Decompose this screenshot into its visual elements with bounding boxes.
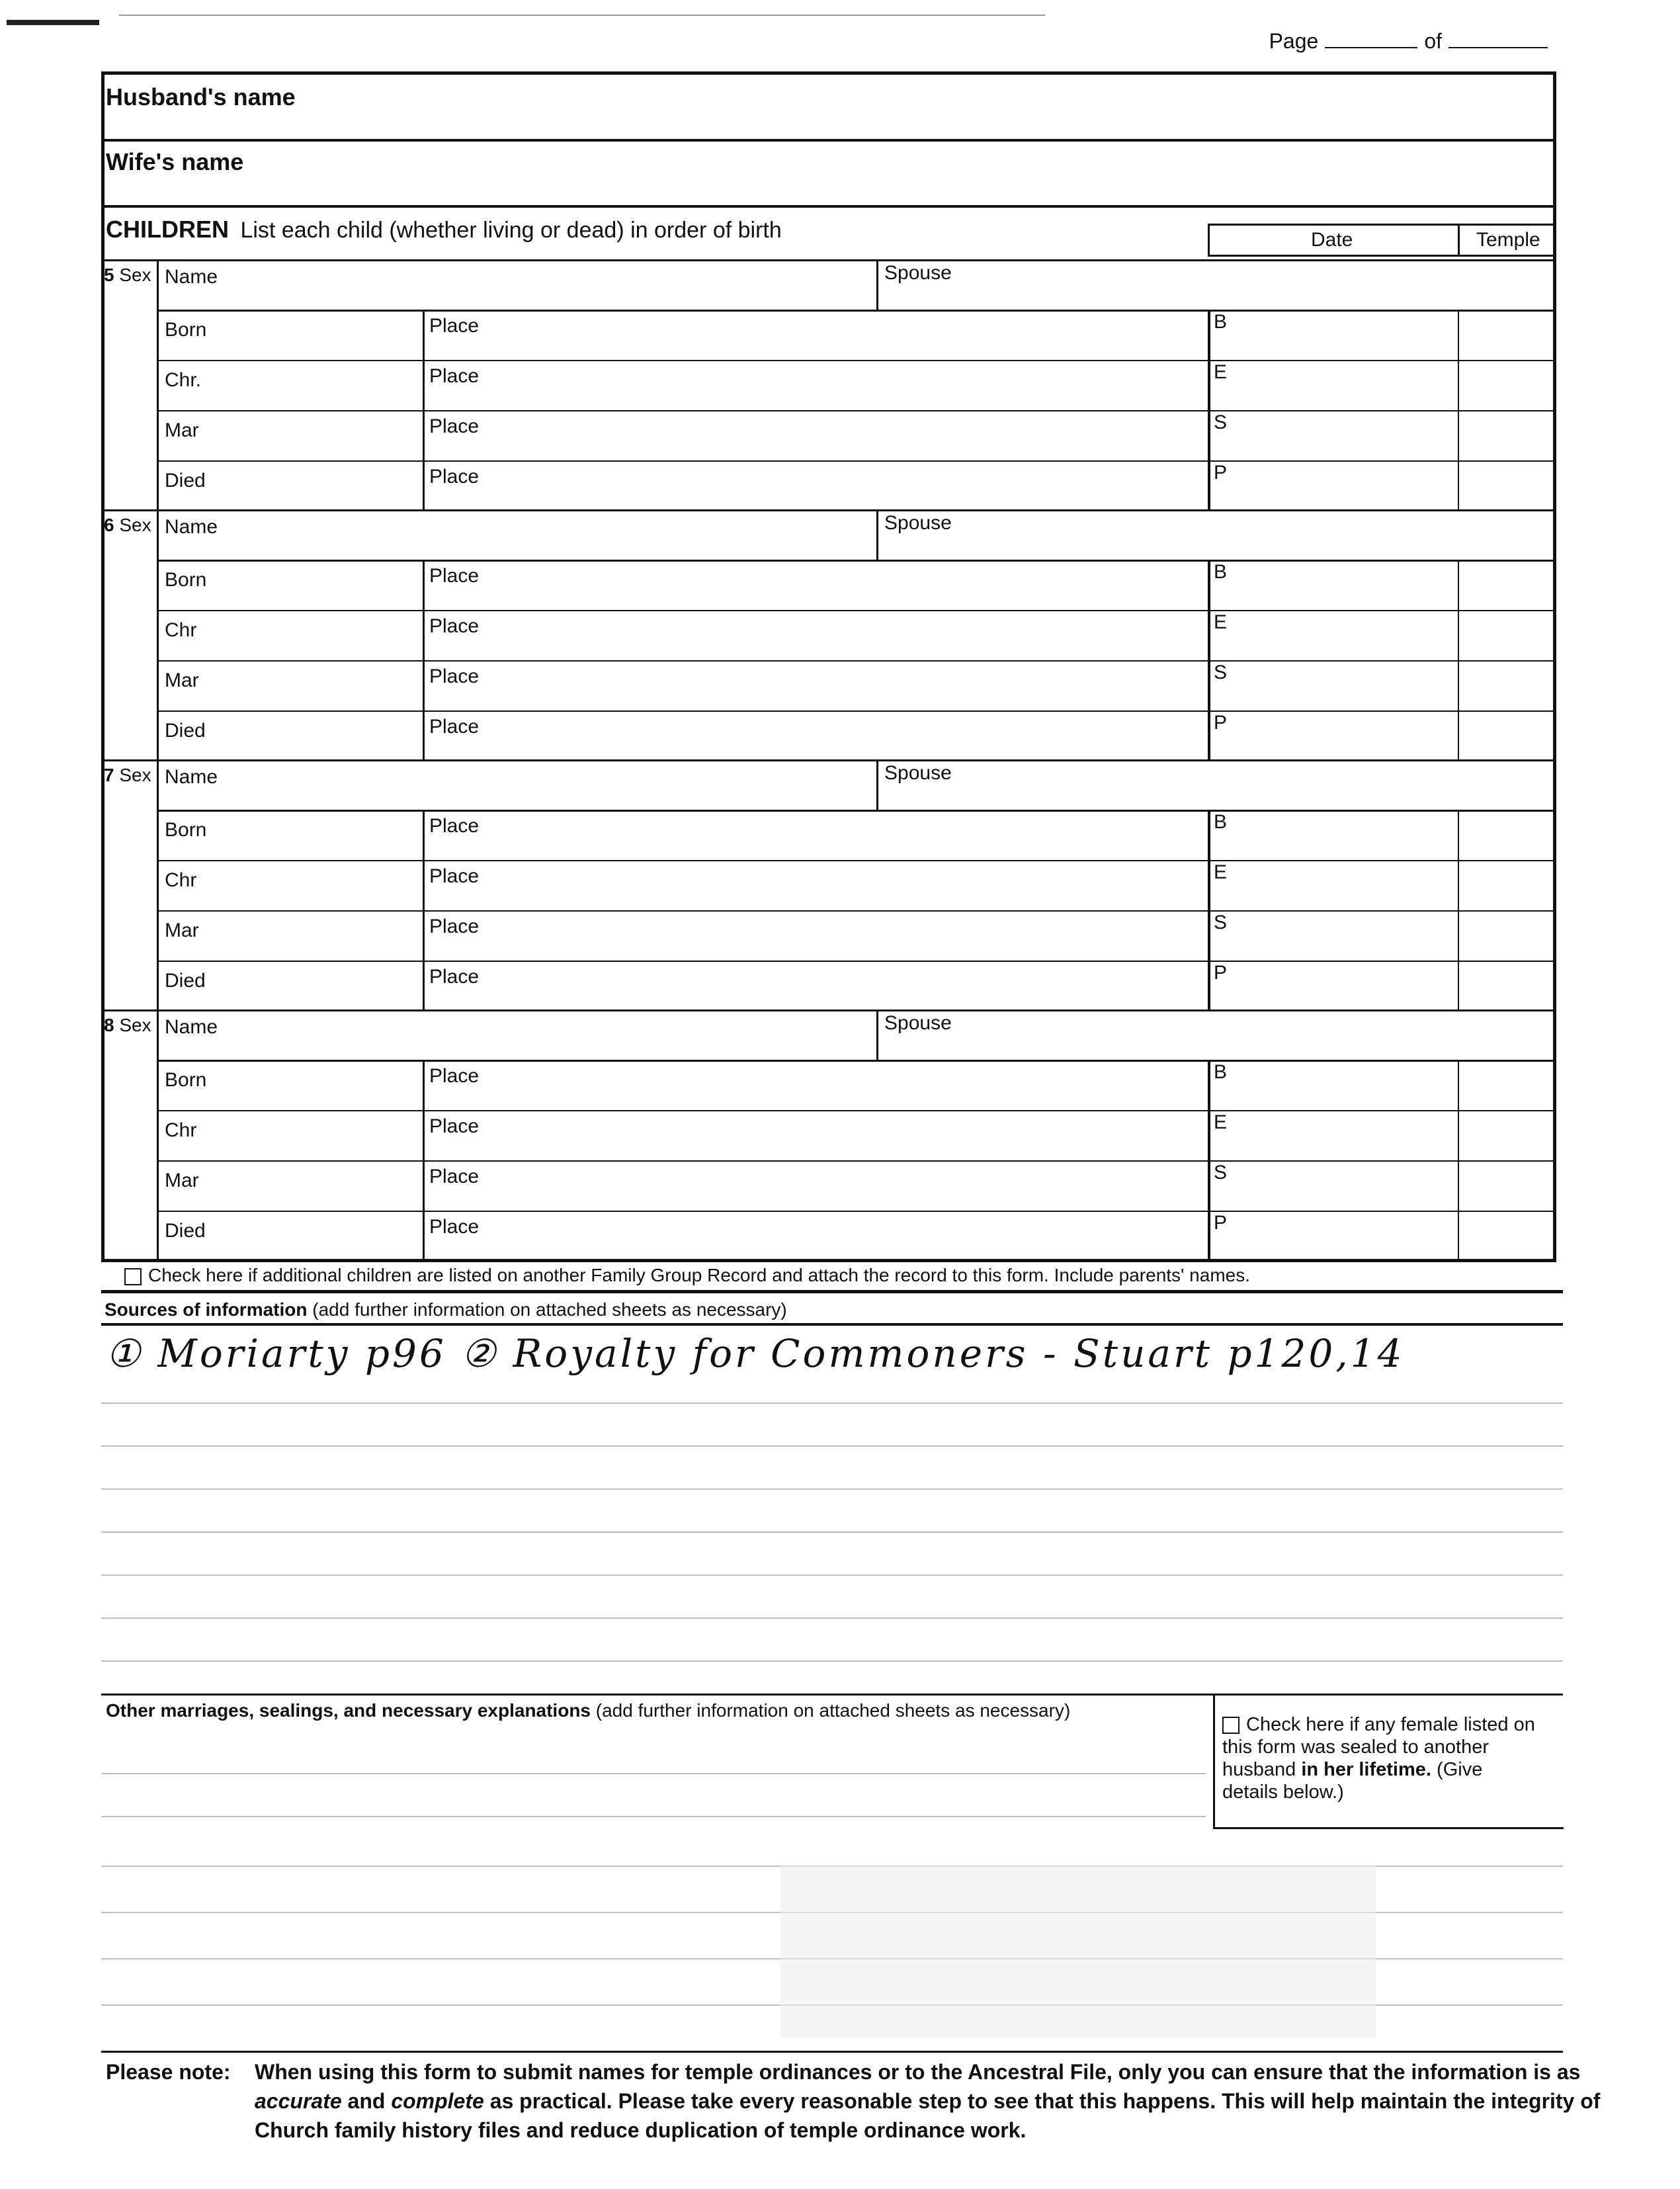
divider [101,2051,1563,2053]
divider [157,910,1556,912]
please-note-text: When using this form to submit names for temple ordinances or to the Ancestral File, only you can ensure that the information is as accurate and complete as practical. Please take every reasonable step to see that this happens. This will help maintain the integrity of Church family history files and reduce duplication of temple ordinance work. [255,2060,1601,2142]
divider [423,560,425,759]
child-number-sex: 8 Sex [104,1015,151,1035]
page-blank[interactable] [1325,47,1417,48]
place-label[interactable]: Place [429,1166,480,1187]
ruled-line [101,1574,1563,1576]
divider [423,810,425,1009]
ordinance-label: P [1214,1212,1228,1234]
divider [876,259,878,310]
child-spouse-label[interactable]: Spouse [884,1012,952,1034]
place-label[interactable]: Place [429,865,480,887]
additional-children-check[interactable]: Check here if additional children are listed on another Family Group Record and attach the record to this form. Include parents' names. [124,1265,1250,1286]
divider [1458,810,1459,1009]
divider [101,205,1556,208]
ordinance-label: P [1214,962,1228,984]
child-spouse-label[interactable]: Spouse [884,762,952,784]
of-blank[interactable] [1449,47,1548,48]
checkbox[interactable] [124,1268,142,1285]
ruled-line [101,1773,1206,1774]
child-record-8 [101,1009,1556,1260]
child-name-label[interactable]: Name [165,516,218,538]
ordinance-label: E [1214,361,1228,383]
ordinance-label: S [1214,662,1228,683]
place-label[interactable]: Place [429,615,480,637]
ruled-line [101,1617,1563,1619]
event-label-mar[interactable]: Mar [165,669,199,691]
event-label-died[interactable]: Died [165,470,206,492]
child-record-5 [101,259,1556,509]
ordinance-label: E [1214,861,1228,883]
child-spouse-label[interactable]: Spouse [884,512,952,534]
divider [157,1110,1556,1111]
husband-name-label: Husband's name [106,83,296,110]
place-label[interactable]: Place [429,1065,480,1087]
event-label-chr[interactable]: Chr. [165,369,202,391]
divider [1458,1060,1459,1260]
divider [423,310,425,509]
ruled-line [101,1445,1563,1447]
child-record-7 [101,759,1556,1009]
divider [157,610,1556,611]
event-label-born[interactable]: Born [165,569,207,591]
divider [1208,560,1210,759]
divider [1458,310,1459,509]
place-label[interactable]: Place [429,365,480,387]
child-record-6 [101,509,1556,759]
child-number-sex: 5 Sex [104,265,151,285]
event-label-mar[interactable]: Mar [165,419,199,441]
ordinance-label: B [1214,311,1228,333]
event-label-died[interactable]: Died [165,970,206,992]
sources-label: Sources of information (add further information on attached sheets as necessary) [105,1299,787,1320]
child-name-label[interactable]: Name [165,766,218,788]
place-label[interactable]: Place [429,415,480,437]
place-label[interactable]: Place [429,1216,480,1238]
divider [157,810,1556,812]
temple-header: Temple [1476,229,1540,251]
wife-name-label: Wife's name [106,148,244,175]
divider [157,1009,159,1260]
divider [101,509,1556,511]
divider [876,1009,878,1060]
ruled-line [101,1816,1206,1817]
event-label-died[interactable]: Died [165,1220,206,1242]
divider [101,1323,1563,1326]
divider [423,1060,425,1260]
female-sealed-check[interactable]: Check here if any female listed on this form was sealed to another husband in her lifetime. (Give details below.) [1222,1714,1535,1803]
event-label-chr[interactable]: Chr [165,1119,197,1141]
ordinance-label: B [1214,1061,1228,1083]
ruled-line [101,1402,1563,1404]
divider [157,860,1556,861]
divider [157,961,1556,962]
ordinance-label: E [1214,1111,1228,1133]
divider [157,509,159,759]
place-label[interactable]: Place [429,716,480,738]
divider [157,310,1556,312]
children-title: CHILDREN List each child (whether living or dead) in order of birth [106,216,782,243]
divider [1208,310,1210,509]
place-label[interactable]: Place [429,1115,480,1137]
divider [157,410,1556,411]
sources-handwritten-entry: ① Moriarty p96 ② Royalty for Commoners - Stuart p120,14 [106,1331,1405,1376]
divider [101,259,1556,261]
divider [1458,560,1459,759]
event-label-born[interactable]: Born [165,1069,207,1091]
place-label[interactable]: Place [429,315,480,337]
place-label[interactable]: Place [429,466,480,488]
divider [157,560,1556,562]
ruled-line [101,1531,1563,1533]
event-label-mar[interactable]: Mar [165,1170,199,1191]
divider [101,139,1556,142]
divider [101,1290,1563,1293]
checkbox[interactable] [1222,1717,1239,1734]
event-label-chr[interactable]: Chr [165,869,197,891]
scan-mark [7,20,99,25]
event-label-died[interactable]: Died [165,720,206,742]
ruled-line [101,1660,1563,1662]
divider [157,1160,1556,1162]
ordinance-label: S [1214,912,1228,933]
bleed-through-smudge [780,1866,1376,2038]
place-label[interactable]: Place [429,815,480,837]
divider [157,460,1556,462]
divider [157,1060,1556,1062]
divider [876,509,878,560]
divider [1208,810,1210,1009]
event-label-mar[interactable]: Mar [165,920,199,941]
event-label-born[interactable]: Born [165,819,207,841]
event-label-chr[interactable]: Chr [165,619,197,641]
place-label[interactable]: Place [429,916,480,937]
divider [101,759,1556,761]
date-header: Date [1311,229,1353,251]
ruled-line [101,1488,1563,1490]
divider [876,759,878,810]
ordinance-label: B [1214,811,1228,833]
ordinance-label: B [1214,561,1228,583]
place-label[interactable]: Place [429,966,480,988]
ordinance-label: S [1214,411,1228,433]
ordinance-label: P [1214,712,1228,734]
event-label-born[interactable]: Born [165,319,207,341]
other-marriages-label: Other marriages, sealings, and necessary explanations (add further information on attached sheets as necessary) [106,1700,1071,1721]
place-label[interactable]: Place [429,665,480,687]
child-number-sex: 7 Sex [104,765,151,785]
child-number-sex: 6 Sex [104,515,151,535]
divider [101,1009,1556,1011]
child-name-label[interactable]: Name [165,1016,218,1038]
child-name-label[interactable]: Name [165,266,218,288]
please-note: Please note: When using this form to submit names for temple ordinances or to the Ancestral File, only you can ensure that the information is as accurate and complete as practical. Please take every reasonable step to see that this happens. This will help maintain the integrity of Church family history files and reduce duplication of temple ordinance work. [106,2057,231,2086]
scan-line [119,15,1045,16]
divider [157,660,1556,662]
child-spouse-label[interactable]: Spouse [884,262,952,284]
ordinance-label: E [1214,611,1228,633]
ordinance-label: P [1214,462,1228,484]
divider [157,360,1556,361]
page-number-field: Page of [1269,29,1548,54]
divider [157,259,159,509]
divider [157,1211,1556,1212]
divider [157,759,159,1009]
divider [1458,224,1460,257]
divider [1208,1060,1210,1260]
divider [157,710,1556,712]
place-label[interactable]: Place [429,565,480,587]
ordinance-label: S [1214,1162,1228,1183]
